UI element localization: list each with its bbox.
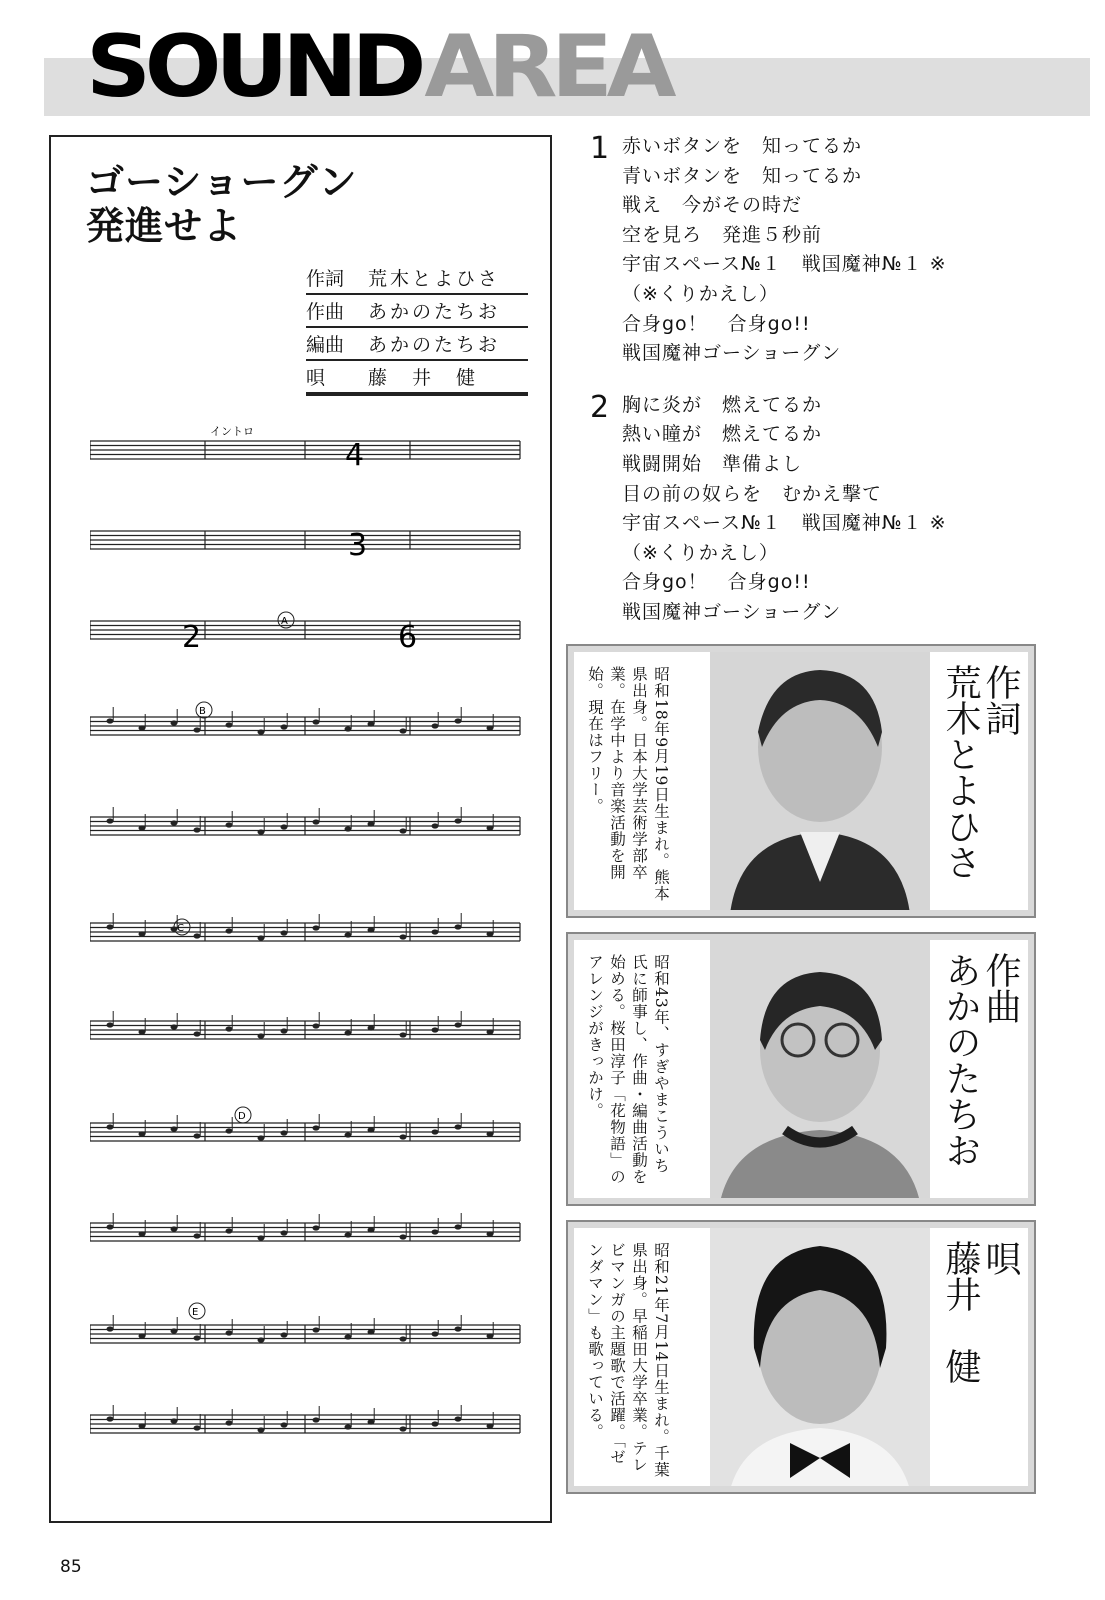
- note-head: [171, 1418, 178, 1423]
- page-number: 85: [60, 1557, 82, 1577]
- note-head: [345, 932, 352, 937]
- profile-role: 作曲: [980, 952, 1021, 1024]
- song-title-line-1: ゴーショーグン: [86, 160, 358, 204]
- lyric-line: 胸に炎が 燃えてるか: [622, 393, 823, 416]
- profile-bio: 昭和21年7月14日生まれ。千葉県出身。早稲田大学卒業。テレビマンガの主題歌で活躍。「ゼンダマン」も歌っている。: [586, 1242, 670, 1478]
- staves: [90, 441, 520, 1433]
- sound-area-logo: [86, 17, 671, 117]
- note-head: [487, 1333, 494, 1338]
- rehearsal-mark-b: [196, 702, 212, 718]
- lyric-line: 空を見ろ 発進５秒前: [622, 223, 823, 246]
- note-head: [107, 924, 114, 929]
- lyric-line: 宇宙スペース№１ 戦国魔神№１ ※: [622, 512, 947, 535]
- profile-name: 荒木とよひさ: [940, 664, 981, 880]
- credit-name: あかのたちお: [368, 334, 501, 356]
- note-head: [432, 1331, 439, 1336]
- note-head: [226, 1228, 233, 1233]
- note-head: [139, 1131, 146, 1136]
- note-head: [432, 1027, 439, 1032]
- note-head: [171, 1024, 178, 1029]
- note-head: [487, 931, 494, 936]
- profile-composer: [566, 932, 1036, 1206]
- verse-1: [590, 132, 1090, 369]
- profile-heading: [940, 952, 1020, 1190]
- verse-2: [590, 391, 1090, 628]
- note-head: [139, 725, 146, 730]
- note-head: [171, 1226, 178, 1231]
- note-head: [281, 1130, 288, 1135]
- note-head: [455, 1326, 462, 1331]
- note-head: [368, 1025, 375, 1030]
- note-head: [400, 1134, 407, 1139]
- note-head: [313, 1023, 320, 1028]
- note-head: [487, 1423, 494, 1428]
- intro-mark: イントロ: [210, 425, 254, 438]
- note-head: [139, 1423, 146, 1428]
- lyric-line: 合身go！ 合身go!!: [622, 571, 811, 594]
- note-head: [194, 1233, 201, 1238]
- lyric-line: 戦闘開始 準備よし: [622, 452, 803, 475]
- note-head: [345, 726, 352, 731]
- note-head: [368, 721, 375, 726]
- note-head: [345, 826, 352, 831]
- note-head: [139, 1333, 146, 1338]
- note-head: [487, 1131, 494, 1136]
- note-head: [107, 1416, 114, 1421]
- profile-name: 藤井 健: [940, 1240, 981, 1384]
- lyric-line: 戦え 今がその時だ: [622, 194, 803, 217]
- note-head: [194, 1031, 201, 1036]
- rehearsal-mark-label: B: [199, 706, 206, 717]
- song-credits: [306, 262, 528, 396]
- note-head: [345, 1232, 352, 1237]
- note-head: [194, 827, 201, 832]
- note-head: [139, 825, 146, 830]
- note-head: [281, 824, 288, 829]
- note-head: [400, 1336, 407, 1341]
- portrait-icon: [710, 1228, 930, 1486]
- rehearsal-mark-label: E: [192, 1307, 199, 1318]
- lyrics: [590, 132, 1090, 650]
- note-head: [345, 1334, 352, 1339]
- credit-row-singer: [306, 361, 528, 396]
- note-head: [258, 935, 265, 940]
- measure-count-4: 6: [398, 620, 418, 655]
- note-head: [313, 719, 320, 724]
- note-head: [194, 1425, 201, 1430]
- note-head: [345, 1132, 352, 1137]
- staff: [90, 807, 520, 835]
- staff: [90, 1113, 520, 1141]
- note-head: [400, 1234, 407, 1239]
- note-head: [139, 1029, 146, 1034]
- lyric-line: 青いボタンを 知ってるか: [622, 164, 863, 187]
- note-head: [400, 934, 407, 939]
- note-head: [432, 929, 439, 934]
- credit-role: 唄: [306, 367, 326, 389]
- singer-photo: [710, 1228, 930, 1486]
- lyric-line: （※くりかえし）: [622, 541, 779, 564]
- note-head: [226, 1420, 233, 1425]
- note-head: [226, 1330, 233, 1335]
- note-head: [226, 1026, 233, 1031]
- note-head: [432, 823, 439, 828]
- credit-name: あかのたちお: [368, 301, 501, 323]
- note-head: [107, 1022, 114, 1027]
- lyric-line: 宇宙スペース№１ 戦国魔神№１ ※: [622, 253, 947, 276]
- note-head: [487, 1029, 494, 1034]
- song-title-line-2: 発進せよ: [86, 204, 243, 248]
- note-head: [313, 1327, 320, 1332]
- verse-number: 1: [590, 131, 610, 166]
- note-head: [313, 1225, 320, 1230]
- logo-sound: SOUND: [86, 17, 421, 117]
- profile-role: 唄: [980, 1240, 1021, 1276]
- logo-area: AREA: [424, 17, 671, 117]
- note-head: [400, 1032, 407, 1037]
- note-head: [455, 924, 462, 929]
- composer-photo: [710, 940, 930, 1198]
- note-head: [455, 1124, 462, 1129]
- note-head: [345, 1424, 352, 1429]
- note-head: [368, 821, 375, 826]
- note-head: [455, 1416, 462, 1421]
- credit-row-lyrics: [306, 262, 528, 295]
- note-head: [313, 1125, 320, 1130]
- note-head: [281, 1332, 288, 1337]
- note-head: [281, 1230, 288, 1235]
- note-head: [400, 1426, 407, 1431]
- profile-heading: [940, 664, 1020, 902]
- profile-bio: 昭和18年9月19日生まれ。熊本県出身。日本大学芸術学部卒業。在学中より音楽活動を開始。現在はフリー。: [586, 666, 670, 902]
- note-head: [171, 1126, 178, 1131]
- note-head: [455, 1022, 462, 1027]
- rehearsal-mark-e: [189, 1303, 205, 1319]
- note-head: [107, 1224, 114, 1229]
- staff: [90, 1213, 520, 1241]
- song-title: [86, 160, 357, 248]
- note-head: [400, 828, 407, 833]
- profile-name: あかのたちお: [940, 952, 981, 1168]
- note-head: [368, 1127, 375, 1132]
- rehearsal-mark-label: D: [238, 1111, 246, 1122]
- staff: [90, 1011, 520, 1039]
- note-head: [432, 723, 439, 728]
- staff: [90, 441, 520, 459]
- credit-row-composer: [306, 295, 528, 328]
- staff: [90, 531, 520, 549]
- note-head: [258, 1235, 265, 1240]
- verse-lines: [622, 132, 1090, 369]
- note-head: [368, 927, 375, 932]
- note-head: [258, 829, 265, 834]
- note-head: [258, 729, 265, 734]
- rehearsal-mark-a: [278, 612, 294, 628]
- note-head: [432, 1421, 439, 1426]
- note-head: [258, 1337, 265, 1342]
- note-head: [194, 1133, 201, 1138]
- lyricist-photo: [710, 652, 930, 910]
- note-head: [226, 722, 233, 727]
- note-head: [226, 928, 233, 933]
- note-head: [107, 818, 114, 823]
- note-head: [194, 1335, 201, 1340]
- note-head: [432, 1229, 439, 1234]
- profile-singer: [566, 1220, 1036, 1494]
- lyric-line: 戦国魔神ゴーショーグン: [622, 600, 842, 623]
- profile-heading: [940, 1240, 1020, 1478]
- note-head: [258, 1033, 265, 1038]
- note-head: [368, 1227, 375, 1232]
- staff: [90, 621, 520, 639]
- measure-count-2: 3: [348, 528, 368, 563]
- lyric-line: 赤いボタンを 知ってるか: [622, 135, 863, 157]
- note-head: [368, 1419, 375, 1424]
- note-head: [139, 931, 146, 936]
- note-head: [226, 822, 233, 827]
- sheet-music: [90, 415, 530, 1475]
- lyric-line: 合身go！ 合身go!!: [622, 312, 811, 335]
- note-head: [171, 1328, 178, 1333]
- lyric-line: 目の前の奴らを むかえ撃て: [622, 482, 883, 505]
- note-head: [258, 1427, 265, 1432]
- note-head: [432, 1129, 439, 1134]
- credit-row-arranger: [306, 328, 528, 361]
- staff: [90, 1405, 520, 1433]
- verse-number: 2: [590, 389, 610, 425]
- lyric-line: （※くりかえし）: [622, 282, 779, 305]
- note-head: [455, 1224, 462, 1229]
- credit-role: 編曲: [306, 334, 345, 356]
- rehearsal-mark-label: C: [177, 923, 184, 934]
- credit-role: 作詞: [306, 268, 345, 290]
- note-head: [107, 718, 114, 723]
- note-head: [487, 725, 494, 730]
- note-head: [313, 925, 320, 930]
- credit-role: 作曲: [306, 301, 345, 323]
- note-head: [281, 1422, 288, 1427]
- note-head: [400, 728, 407, 733]
- staff: [90, 707, 520, 735]
- note-head: [487, 1231, 494, 1236]
- note-head: [107, 1326, 114, 1331]
- profile-bio: 昭和43年、すぎやまこういち氏に師事し、作曲・編曲活動を始める。桜田淳子「花物語」のアレンジがきっかけ。: [586, 954, 670, 1185]
- note-head: [281, 1028, 288, 1033]
- note-head: [194, 933, 201, 938]
- verse-lines: [622, 391, 1090, 628]
- note-head: [281, 724, 288, 729]
- note-head: [171, 820, 178, 825]
- note-head: [345, 1030, 352, 1035]
- note-head: [313, 819, 320, 824]
- note-head: [368, 1329, 375, 1334]
- note-head: [258, 1135, 265, 1140]
- credit-name: 荒木とよひさ: [368, 268, 501, 290]
- profile-role: 作詞: [980, 664, 1021, 736]
- credit-name: 藤 井 健: [368, 367, 479, 389]
- portrait-icon: [710, 940, 930, 1198]
- rehearsal-mark-d: [235, 1107, 251, 1123]
- note-head: [226, 1128, 233, 1133]
- note-head: [455, 818, 462, 823]
- measure-count-3: 2: [182, 620, 202, 655]
- note-head: [139, 1231, 146, 1236]
- rehearsal-mark-label: A: [281, 616, 288, 627]
- profile-lyricist: [566, 644, 1036, 918]
- staff: [90, 1315, 520, 1343]
- measure-count-1: 4: [345, 438, 365, 473]
- note-head: [487, 825, 494, 830]
- note-head: [281, 930, 288, 935]
- note-head: [194, 727, 201, 732]
- note-head: [455, 718, 462, 723]
- note-head: [313, 1417, 320, 1422]
- note-head: [171, 720, 178, 725]
- lyric-line: 戦国魔神ゴーショーグン: [622, 342, 842, 365]
- portrait-icon: [710, 652, 930, 910]
- staff: [90, 913, 520, 941]
- lyric-line: 熱い瞳が 燃えてるか: [622, 423, 823, 446]
- note-head: [107, 1124, 114, 1129]
